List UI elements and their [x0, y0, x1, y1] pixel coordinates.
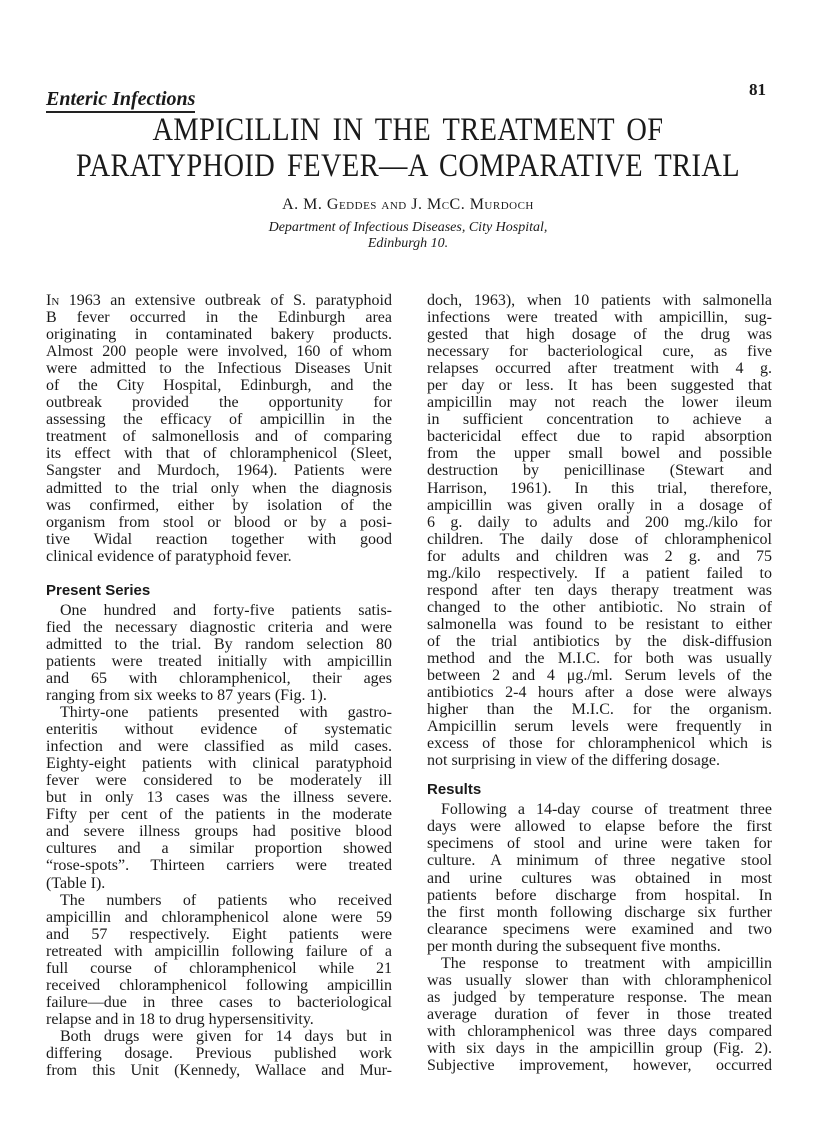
text-line: patients before discharge from hospital. In	[427, 886, 772, 904]
text-line: and urine cultures was obtained in most	[427, 869, 772, 887]
text-line: destruction by penicillinase (Stewart and	[427, 462, 772, 480]
paragraph	[427, 292, 772, 769]
paragraph	[46, 602, 392, 704]
subsection-heading: Present Series	[46, 581, 151, 599]
section-heading: Enteric Infections	[46, 88, 195, 113]
title-line: AMPICILLIN IN THE TREATMENT OF	[152, 112, 664, 148]
text-line: Fifty per cent of the patients in the moderate	[46, 806, 392, 824]
text-line: clinical evidence of paratyphoid fever.	[46, 547, 292, 565]
text-line: The response to treatment with ampicillin	[441, 954, 772, 972]
text-line: clearance specimens were examined and two	[427, 920, 772, 938]
text-line: and severe illness groups had positive blood	[46, 823, 392, 841]
left-column	[46, 292, 392, 1079]
paragraph	[46, 892, 392, 1028]
text-line: culture. A minimum of three negative stool	[427, 852, 772, 870]
text-line: its effect with that of chloramphenicol (Sleet,	[46, 445, 392, 463]
text-line: ampicillin was given orally in a dosage of	[427, 496, 772, 514]
text-line: and 65 with chloramphenicol, their ages	[46, 669, 392, 687]
paragraph	[46, 292, 392, 565]
text-line: higher than the M.I.C. for the organism.	[427, 701, 772, 719]
text-line: failure—due in three cases to bacteriological	[46, 993, 392, 1011]
text-line: admitted to the trial. By random selection 80	[46, 635, 392, 653]
text-line: the first month following discharge six further	[427, 903, 772, 921]
authors: A. M. Geddes and J. McC. Murdoch	[282, 196, 534, 213]
text-line: patients were treated initially with ampicillin	[46, 652, 392, 670]
paragraph	[427, 955, 772, 1074]
text-line: were admitted to the Infectious Diseases Unit	[46, 360, 392, 378]
text-line: In 1963 an extensive outbreak of S. paratyphoid	[46, 292, 392, 309]
text-line: Both drugs were given for 14 days but in	[60, 1027, 392, 1045]
text-line: days were allowed to elapse before the first	[427, 818, 772, 836]
text-line: in sufficient concentration to achieve a	[427, 411, 772, 429]
title-line: PARATYPHOID FEVER—A COMPARATIVE TRIAL	[75, 148, 741, 184]
text-line: specimens of stool and urine were taken for	[427, 835, 772, 853]
text-line: enteritis without evidence of systematic	[46, 721, 392, 739]
text-line: originating in contaminated bakery products.	[46, 326, 392, 344]
paragraph	[46, 1028, 392, 1079]
text-line: not surprising in view of the differing dosage.	[427, 752, 720, 770]
affiliation: Department of Infectious Diseases, City Hospital, Edinburgh 10.	[268, 220, 548, 251]
text-line: of the trial antibiotics by the disk-diffusion	[427, 632, 772, 650]
text-line: respond after ten days therapy treatment was	[427, 581, 772, 599]
text-line: Subjective improvement, however, occurred	[427, 1057, 772, 1075]
text-line: 6 g. daily to adults and 200 mg./kilo for	[427, 513, 772, 531]
text-line: from this Unit (Kennedy, Wallace and Mur-	[46, 1062, 392, 1080]
text-line: One hundred and forty-five patients satis-	[60, 601, 392, 619]
text-line: for adults and children was 2 g. and 75	[427, 547, 772, 565]
text-line: treatment of salmonellosis and of comparing	[46, 428, 392, 446]
text-line: children. The daily dose of chloramphenicol	[427, 530, 772, 548]
text-line: with chloramphenicol was three days compared	[427, 1022, 772, 1040]
text-line: salmonella was found to be resistant to either	[427, 615, 772, 633]
text-line: relapse and in 18 to drug hypersensitivity.	[46, 1010, 314, 1028]
text-line: (Table I).	[46, 874, 106, 892]
text-line: necessary for bacteriological cure, as five	[427, 343, 772, 361]
page-number: 81	[749, 80, 766, 99]
text-line: outbreak provided the opportunity for	[46, 394, 392, 412]
text-line: retreated with ampicillin following failure of a	[46, 942, 392, 960]
text-line: as judged by temperature response. The mean	[427, 988, 772, 1006]
text-line: Thirty-one patients presented with gastro-	[60, 704, 392, 722]
text-line: mg./kilo respectively. If a patient failed to	[427, 564, 772, 582]
text-line: tive Widal reaction together with good	[46, 530, 392, 548]
text-line: but in only 13 cases was the illness severe.	[46, 789, 392, 807]
text-line: ranging from six weeks to 87 years (Fig. 1).	[46, 686, 327, 704]
text-line: admitted to the trial only when the diagnosis	[46, 479, 392, 497]
text-line: The numbers of patients who received	[60, 891, 392, 909]
text-line: gested that high dosage of the drug was	[427, 326, 772, 344]
text-line: from the upper small bowel and possible	[427, 445, 772, 463]
text-line: with six days in the ampicillin group (Fig. 2).	[427, 1039, 772, 1057]
text-line: was usually slower than with chloramphenicol	[427, 971, 772, 989]
text-line: per day or less. It has been suggested that	[427, 377, 772, 395]
text-line: full course of chloramphenicol while 21	[46, 959, 392, 977]
right-column	[427, 292, 772, 1074]
text-line: antibiotics 2-4 hours after a dose were always	[427, 684, 772, 702]
text-line: infection and were classified as mild cases.	[46, 738, 392, 756]
text-line: fever were considered to be moderately ill	[46, 772, 392, 790]
text-line: method and the M.I.C. for both was usually	[427, 649, 772, 667]
text-line: between 2 and 4 μg./ml. Serum levels of the	[427, 667, 772, 685]
text-line: ampicillin and chloramphenicol alone were 59	[46, 908, 392, 926]
text-line: Following a 14-day course of treatment three	[441, 801, 772, 819]
text-line: Sangster and Murdoch, 1964). Patients were	[46, 462, 392, 480]
paragraph	[427, 801, 772, 954]
text-line: assessing the efficacy of ampicillin in the	[46, 411, 392, 429]
text-line: received chloramphenicol following ampicillin	[46, 976, 392, 994]
text-line: infections were treated with ampicillin, sug-	[427, 309, 772, 327]
text-line: Harrison, 1961). In this trial, therefore,	[427, 479, 772, 497]
text-line: excess of those for chloramphenicol which is	[427, 735, 772, 753]
text-line: organism from stool or blood or by a posi-	[46, 513, 392, 531]
text-line: doch, 1963), when 10 patients with salmonella	[427, 292, 772, 309]
text-line: differing dosage. Previous published work	[46, 1044, 392, 1062]
text-line: per month during the subsequent five months.	[427, 937, 721, 955]
text-line: changed to the other antibiotic. No strain of	[427, 598, 772, 616]
text-line: Almost 200 people were involved, 160 of whom	[46, 343, 392, 361]
text-line: cultures and a similar proportion showed	[46, 840, 392, 858]
article-title	[0, 112, 816, 184]
paragraph	[46, 704, 392, 892]
text-line: of the City Hospital, Edinburgh, and the	[46, 377, 392, 395]
text-line: was confirmed, either by isolation of the	[46, 496, 392, 514]
text-line: average duration of fever in those treated	[427, 1005, 772, 1023]
text-line: ampicillin may not reach the lower ileum	[427, 394, 772, 412]
subsection-heading: Results	[427, 781, 482, 799]
text-line: relapses occurred after treatment with 4 g.	[427, 360, 772, 378]
text-line: bactericidal effect due to rapid absorption	[427, 428, 772, 446]
text-line: “rose-spots”. Thirteen carriers were treated	[46, 857, 392, 875]
text-line: fied the necessary diagnostic criteria and were	[46, 618, 392, 636]
text-line: and 57 respectively. Eight patients were	[46, 925, 392, 943]
text-line: B fever occurred in the Edinburgh area	[46, 309, 392, 327]
text-line: Eighty-eight patients with clinical paratyphoid	[46, 755, 392, 773]
text-line: Ampicillin serum levels were frequently in	[427, 718, 772, 736]
